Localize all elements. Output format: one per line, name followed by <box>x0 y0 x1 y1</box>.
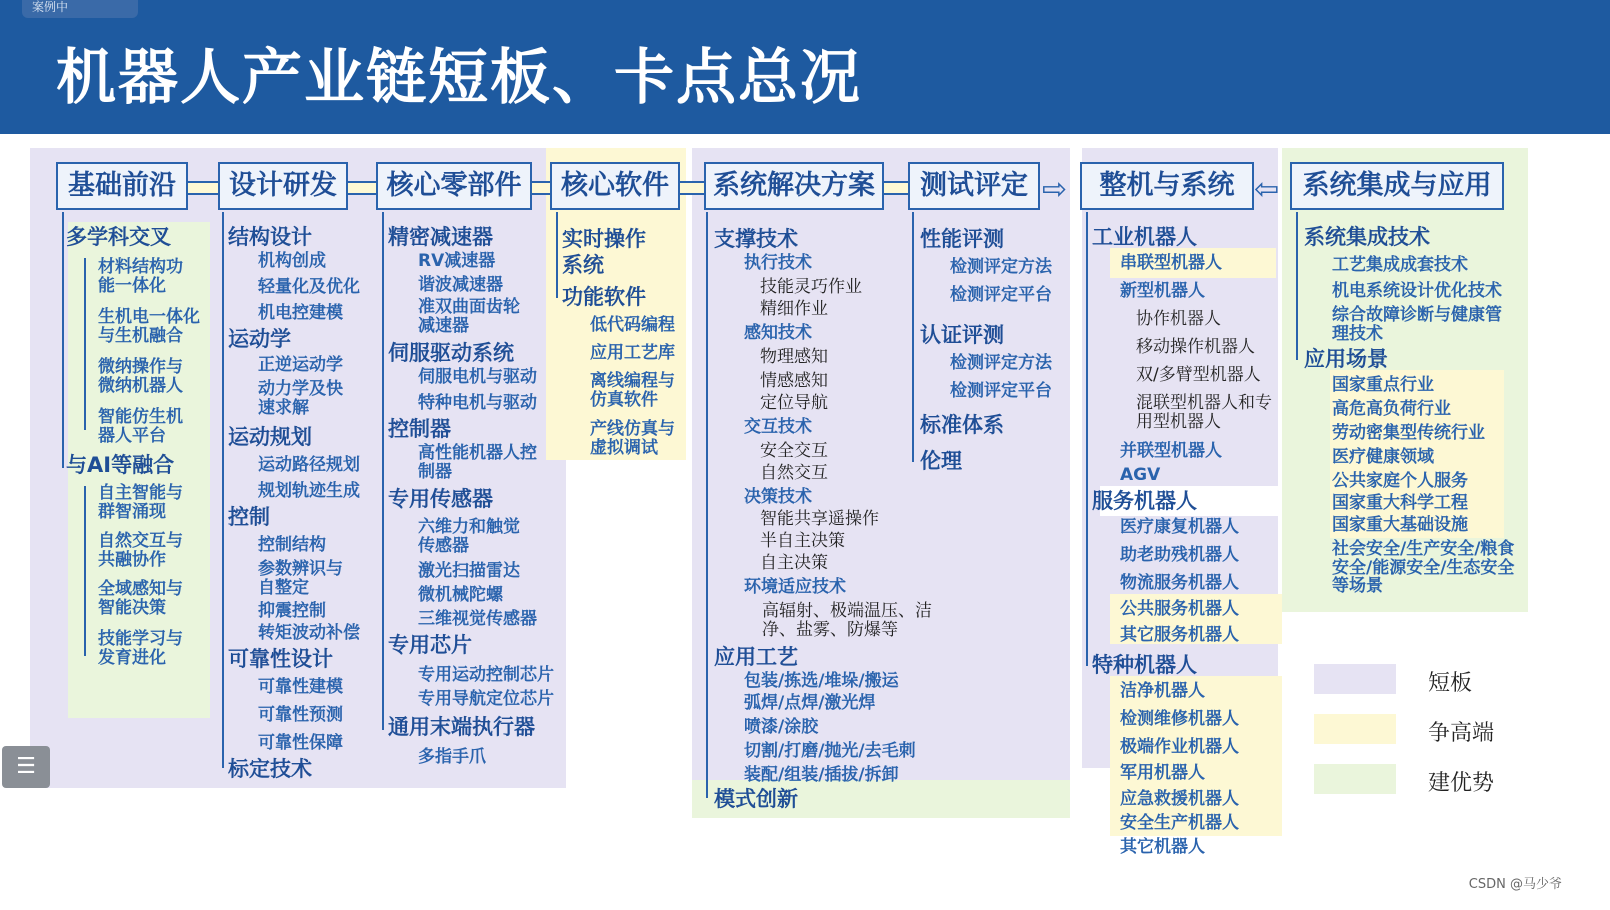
node: 社会安全/生产安全/粮食安全/能源安全/生态安全等场景 <box>1332 539 1515 597</box>
node: 抑震控制 <box>258 601 326 621</box>
node: 检测评定方法 <box>950 257 1052 277</box>
node: 机电控建模 <box>258 303 343 323</box>
node: 情感感知 <box>760 371 828 391</box>
right-arrow-icon: ⇨ <box>1042 172 1068 207</box>
node: 混联型机器人和专用型机器人 <box>1136 393 1272 432</box>
node: 技能学习与发育进化 <box>98 629 183 668</box>
node: 多学科交叉 <box>66 225 171 249</box>
tree-line <box>556 212 558 298</box>
node: 装配/组装/插拔/拆卸 <box>744 765 899 785</box>
node: 自主智能与群智涌现 <box>98 483 183 522</box>
node: 产线仿真与虚拟调试 <box>590 419 675 458</box>
legend-label-duanban: 短板 <box>1428 671 1473 696</box>
node: AGV <box>1120 465 1161 485</box>
node: 服务机器人 <box>1092 489 1197 513</box>
node: 离线编程与仿真软件 <box>590 371 675 410</box>
connector <box>188 181 218 195</box>
node: 多指手爪 <box>418 747 486 767</box>
node: 规划轨迹生成 <box>258 481 360 501</box>
node: 并联型机器人 <box>1120 441 1222 461</box>
node: 劳动密集型传统行业 <box>1332 423 1485 443</box>
header-ceshi: 测试评定 <box>908 162 1040 210</box>
header-sheji: 设计研发 <box>218 162 348 210</box>
node: 综合故障诊断与健康管理技术 <box>1332 305 1502 344</box>
legend-label-zhenggaoduan: 争高端 <box>1428 721 1495 746</box>
node: 机构创成 <box>258 251 326 271</box>
node: 极端作业机器人 <box>1120 737 1239 757</box>
node: 与AI等融合 <box>66 453 175 477</box>
node: 伺服电机与驱动 <box>418 367 537 387</box>
node: RV减速器 <box>418 251 496 271</box>
node: 应急救援机器人 <box>1120 789 1239 809</box>
node: 环境适应技术 <box>744 577 846 597</box>
header-zhengji: 整机与系统 <box>1080 162 1254 210</box>
node: 国家重大科学工程 <box>1332 493 1468 513</box>
tree-line <box>912 212 914 462</box>
node: 医疗健康领域 <box>1332 447 1434 467</box>
node: 应用工艺 <box>714 645 798 669</box>
node: 转矩波动补偿 <box>258 623 360 643</box>
connector <box>680 181 704 195</box>
node: 切割/打磨/抛光/去毛刺 <box>744 741 916 761</box>
node: 专用传感器 <box>388 487 493 511</box>
node: 机电系统设计优化技术 <box>1332 281 1502 301</box>
node: 物流服务机器人 <box>1120 573 1239 593</box>
node: 执行技术 <box>744 253 812 273</box>
node: 系统集成技术 <box>1304 225 1430 249</box>
node: 动力学及快速求解 <box>258 379 343 418</box>
node: 参数辨识与自整定 <box>258 559 343 598</box>
node: 喷漆/涂胶 <box>744 717 819 737</box>
node: 安全生产机器人 <box>1120 813 1239 833</box>
node: 洁净机器人 <box>1120 681 1205 701</box>
node: 军用机器人 <box>1120 763 1205 783</box>
node: 激光扫描雷达 <box>418 561 520 581</box>
node: 三维视觉传感器 <box>418 609 537 629</box>
node: 技能灵巧作业 <box>760 277 862 297</box>
node: 高危高负荷行业 <box>1332 399 1451 419</box>
node: 微机械陀螺 <box>418 585 503 605</box>
node: 检测评定方法 <box>950 353 1052 373</box>
node: 高辐射、极端温压、洁净、盐雾、防爆等 <box>762 601 932 640</box>
node: 医疗康复机器人 <box>1120 517 1239 537</box>
node: 轻量化及优化 <box>258 277 360 297</box>
node: 专用运动控制芯片 <box>418 665 554 685</box>
node: 伦理 <box>920 449 962 473</box>
legend-swatch-zhenggaoduan <box>1314 714 1396 744</box>
node: 准双曲面齿轮减速器 <box>418 297 520 336</box>
node: 定位导航 <box>760 393 828 413</box>
node: 全域感知与智能决策 <box>98 579 183 618</box>
node: 性能评测 <box>920 227 1004 251</box>
tree-line <box>62 212 64 468</box>
node: 生机电一体化与生机融合 <box>98 307 200 346</box>
node: 智能仿生机器人平台 <box>98 407 183 446</box>
node: 运动学 <box>228 327 291 351</box>
connector <box>884 181 910 195</box>
node: 专用芯片 <box>388 633 472 657</box>
node: 公共家庭个人服务 <box>1332 471 1468 491</box>
node: 国家重点行业 <box>1332 375 1434 395</box>
node: 检测评定平台 <box>950 285 1052 305</box>
window-tab[interactable]: 案例中 <box>22 0 138 18</box>
node: 自主决策 <box>760 553 828 573</box>
left-arrow-icon: ⇦ <box>1254 172 1280 207</box>
node: 自然交互 <box>760 463 828 483</box>
connector <box>348 181 376 195</box>
node: 弧焊/点焊/激光焊 <box>744 693 876 713</box>
node: 通用末端执行器 <box>388 715 535 739</box>
node: 应用场景 <box>1304 347 1388 371</box>
node: 支撑技术 <box>714 227 798 251</box>
node: 模式创新 <box>714 787 798 811</box>
node: 其它服务机器人 <box>1120 625 1239 645</box>
header-lingbujian: 核心零部件 <box>376 162 532 210</box>
node: 决策技术 <box>744 487 812 507</box>
legend-label-jianyoushi: 建优势 <box>1428 771 1495 796</box>
node: 半自主决策 <box>760 531 845 551</box>
node: 功能软件 <box>562 285 646 309</box>
node: 其它机器人 <box>1120 837 1205 857</box>
node: 国家重大基础设施 <box>1332 515 1468 535</box>
node: 认证评测 <box>920 323 1004 347</box>
node: 结构设计 <box>228 225 312 249</box>
node: 特种电机与驱动 <box>418 393 537 413</box>
page-title: 机器人产业链短板、卡点总况 <box>56 43 862 113</box>
header-jiejue: 系统解决方案 <box>704 162 884 210</box>
node: 公共服务机器人 <box>1120 599 1239 619</box>
tree-line <box>706 212 708 798</box>
node: 可靠性预测 <box>258 705 343 725</box>
node: 可靠性建模 <box>258 677 343 697</box>
node: 智能共享遥操作 <box>760 509 879 529</box>
tree-line <box>84 258 86 430</box>
node: 移动操作机器人 <box>1136 337 1255 357</box>
node: 控制 <box>228 505 270 529</box>
node: 应用工艺库 <box>590 343 675 363</box>
node: 特种机器人 <box>1092 653 1197 677</box>
node: 微纳操作与微纳机器人 <box>98 357 183 396</box>
node: 感知技术 <box>744 323 812 343</box>
tree-line <box>1296 212 1298 360</box>
node: 物理感知 <box>760 347 828 367</box>
node: 实时操作系统 <box>562 227 646 278</box>
tree-line <box>84 486 86 656</box>
node: 材料结构功能一体化 <box>98 257 183 296</box>
node: 精密减速器 <box>388 225 493 249</box>
node: 正逆运动学 <box>258 355 343 375</box>
node: 包装/拣选/堆垛/搬运 <box>744 671 899 691</box>
header-ruanjian: 核心软件 <box>550 162 680 210</box>
node: 标准体系 <box>920 413 1004 437</box>
node: 谐波减速器 <box>418 275 503 295</box>
node: 工业机器人 <box>1092 225 1197 249</box>
node: 高性能机器人控制器 <box>418 443 537 482</box>
node: 协作机器人 <box>1136 309 1221 329</box>
node: 交互技术 <box>744 417 812 437</box>
node: 自然交互与共融协作 <box>98 531 183 570</box>
node: 低代码编程 <box>590 315 675 335</box>
node: 运动规划 <box>228 425 312 449</box>
header-jichu: 基础前沿 <box>56 162 188 210</box>
node: 控制器 <box>388 417 451 441</box>
header-jicheng: 系统集成与应用 <box>1290 162 1504 210</box>
node: 工艺集成成套技术 <box>1332 255 1468 275</box>
menu-list-icon[interactable]: ☰ <box>2 746 50 788</box>
node: 标定技术 <box>228 757 312 781</box>
legend-swatch-jianyoushi <box>1314 764 1396 794</box>
tree-line <box>1086 212 1088 666</box>
legend-swatch-duanban <box>1314 664 1396 694</box>
node: 安全交互 <box>760 441 828 461</box>
node: 控制结构 <box>258 535 326 555</box>
node: 专用导航定位芯片 <box>418 689 554 709</box>
title-bar <box>0 0 1610 134</box>
node: 双/多臂型机器人 <box>1136 365 1261 385</box>
watermark: CSDN @马少爷 <box>1468 877 1562 892</box>
node: 串联型机器人 <box>1120 253 1222 273</box>
node: 检测评定平台 <box>950 381 1052 401</box>
node: 助老助残机器人 <box>1120 545 1239 565</box>
connector <box>532 181 552 195</box>
node: 伺服驱动系统 <box>388 341 514 365</box>
node: 六维力和触觉传感器 <box>418 517 520 556</box>
node: 运动路径规划 <box>258 455 360 475</box>
node: 可靠性设计 <box>228 647 333 671</box>
node: 新型机器人 <box>1120 281 1205 301</box>
node: 可靠性保障 <box>258 733 343 753</box>
node: 检测维修机器人 <box>1120 709 1239 729</box>
tree-line <box>382 212 384 730</box>
tree-line <box>222 212 224 768</box>
node: 精细作业 <box>760 299 828 319</box>
